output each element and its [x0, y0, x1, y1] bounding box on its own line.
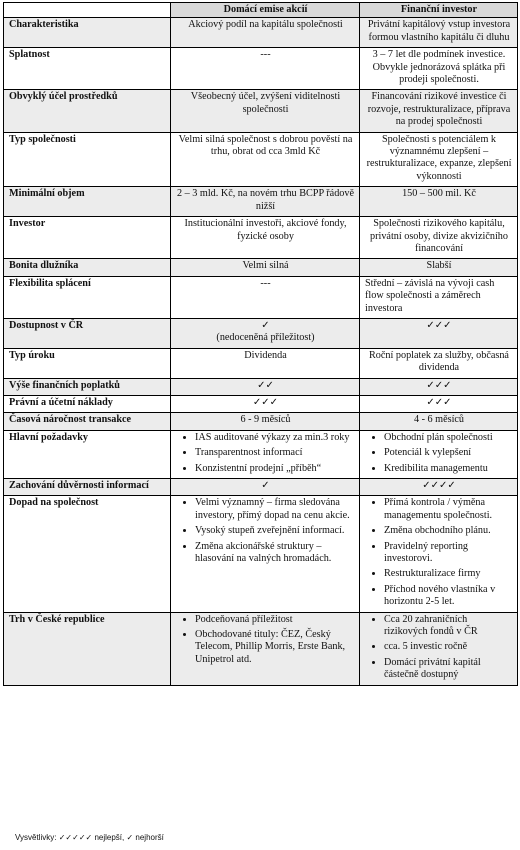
table-row — [4, 378, 518, 395]
comparison-table — [3, 2, 518, 686]
row-label: Charakteristika — [4, 18, 171, 48]
cell-financial-investor: 3 – 7 let dle podmínek investice. Obvykle jednorázová splátka při prodeji společnosti. — [360, 48, 518, 90]
list-item: • cca. 5 investic ročně — [384, 641, 513, 653]
cell-domestic-share-issue: Velmi silná — [171, 259, 360, 276]
list-item: • Vysoký stupeň zveřejnění informací. — [195, 525, 355, 537]
list-item: • Velmi významný – firma sledována investory, přímý dopad na cenu akcie. — [195, 497, 355, 522]
cell-financial-investor: Slabší — [360, 259, 518, 276]
cell-financial-investor: 150 – 500 mil. Kč — [360, 187, 518, 217]
cell-domestic-share-issue: ✓✓✓ — [171, 395, 360, 412]
row-label: Trh v České republice — [4, 612, 171, 685]
cell-domestic-share-issue — [171, 430, 360, 478]
table-row — [4, 612, 518, 685]
cell-financial-investor: ✓✓✓ — [360, 318, 518, 348]
row-label: Obvyklý účel prostředků — [4, 90, 171, 132]
table-row — [4, 413, 518, 430]
list-item: • Domácí privátní kapitál částečně dostupný — [384, 657, 513, 682]
list-item: • Potenciál k vylepšení — [384, 447, 513, 459]
cell-domestic-share-issue: Dividenda — [171, 348, 360, 378]
cell-domestic-share-issue — [171, 496, 360, 612]
cell-financial-investor: ✓✓✓✓ — [360, 479, 518, 496]
cell-financial-investor: ✓✓✓ — [360, 395, 518, 412]
row-label: Právní a účetní náklady — [4, 395, 171, 412]
row-label: Dopad na společnost — [4, 496, 171, 612]
row-label: Časová náročnost transakce — [4, 413, 171, 430]
cell-financial-investor: Společnosti rizikového kapitálu, privátní osoby, divize akvizičního financování — [360, 217, 518, 259]
list-item: • Obchodní plán společnosti — [384, 432, 513, 444]
table-row — [4, 187, 518, 217]
row-label: Typ společnosti — [4, 132, 171, 187]
cell-financial-investor: Roční poplatek za služby, občasná dividenda — [360, 348, 518, 378]
row-label: Dostupnost v ČR — [4, 318, 171, 348]
list-item: • Restrukturalizace firmy — [384, 568, 513, 580]
table-row — [4, 479, 518, 496]
cell-domestic-share-issue — [171, 612, 360, 685]
row-label: Zachování důvěrnosti informací — [4, 479, 171, 496]
cell-domestic-share-issue — [171, 318, 360, 348]
row-label: Hlavní požadavky — [4, 430, 171, 478]
cell-domestic-share-issue: Akciový podíl na kapitálu společnosti — [171, 18, 360, 48]
cell-financial-investor — [360, 496, 518, 612]
header-financial-investor: Finanční investor — [360, 3, 518, 18]
row-label: Investor — [4, 217, 171, 259]
row-label: Výše finančních poplatků — [4, 378, 171, 395]
cell-domestic-share-issue: --- — [171, 48, 360, 90]
list-item: • Přímá kontrola / výměna managementu společnosti. — [384, 497, 513, 522]
list-item: • Podceňovaná příležitost — [195, 614, 355, 626]
cell-domestic-share-issue: 6 - 9 měsíců — [171, 413, 360, 430]
table-row — [4, 132, 518, 187]
cell-financial-investor — [360, 612, 518, 685]
row-label: Typ úroku — [4, 348, 171, 378]
table-row — [4, 18, 518, 48]
cell-domestic-share-issue: ✓✓ — [171, 378, 360, 395]
bullet-list — [173, 497, 355, 565]
cell-financial-investor: ✓✓✓ — [360, 378, 518, 395]
cell-financial-investor: Financování rizikové investice či rozvoje, restrukturalizace, příprava na prodej společnosti — [360, 90, 518, 132]
cell-domestic-share-issue: Všeobecný účel, zvýšení viditelnosti společnosti — [171, 90, 360, 132]
bullet-list — [362, 614, 513, 682]
header-corner — [4, 3, 171, 18]
bullet-list — [362, 432, 513, 475]
header-domestic-share-issue: Domácí emise akcií — [171, 3, 360, 18]
cell-domestic-share-issue: Velmi silná společnost s dobrou pověstí na trhu, obrat od cca 3mld Kč — [171, 132, 360, 187]
cell-domestic-share-issue: 2 – 3 mld. Kč, na novém trhu BCPP řádově nižší — [171, 187, 360, 217]
cell-domestic-share-issue: ✓ — [171, 479, 360, 496]
list-item: • Pravidelný reporting investorovi. — [384, 541, 513, 566]
cell-line: ✓ — [261, 319, 270, 331]
bullet-list — [362, 497, 513, 608]
cell-domestic-share-issue: --- — [171, 276, 360, 318]
cell-financial-investor: 4 - 6 měsíců — [360, 413, 518, 430]
list-item: • Změna obchodního plánu. — [384, 525, 513, 537]
list-item: • Cca 20 zahraničních rizikových fondů v ČR — [384, 614, 513, 639]
table-row — [4, 90, 518, 132]
row-label: Bonita dlužníka — [4, 259, 171, 276]
cell-domestic-share-issue: Institucionální investoři, akciové fondy, fyzické osoby — [171, 217, 360, 259]
table-row — [4, 496, 518, 612]
row-label: Splatnost — [4, 48, 171, 90]
bullet-list — [173, 614, 355, 667]
list-item: • Příchod nového vlastníka v horizontu 2-5 let. — [384, 584, 513, 609]
table-body — [4, 18, 518, 685]
row-label: Minimální objem — [4, 187, 171, 217]
cell-financial-investor: Privátní kapitálový vstup investora formou vlastního kapitálu či dluhu — [360, 18, 518, 48]
table-row — [4, 318, 518, 348]
list-item: • Kredibilita managementu — [384, 463, 513, 475]
list-item: • IAS auditované výkazy za min.3 roky — [195, 432, 355, 444]
table-row — [4, 48, 518, 90]
table-row — [4, 395, 518, 412]
header-row — [4, 3, 518, 18]
bullet-list — [173, 432, 355, 475]
comparison-document — [3, 2, 518, 842]
table-row — [4, 259, 518, 276]
cell-financial-investor: Společnosti s potenciálem k významnému zlepšení – restrukturalizace, expanze, zlepšení výkonnosti — [360, 132, 518, 187]
cell-financial-investor — [360, 430, 518, 478]
list-item: • Změna akcionářské struktury – hlasování na valných hromadách. — [195, 541, 355, 566]
legend-note: Vysvětlivky: ✓✓✓✓✓ nejlepší, ✓ nejhorší — [15, 833, 164, 842]
table-row — [4, 348, 518, 378]
list-item: • Obchodované tituly: ČEZ, Český Telecom, Phillip Morris, Erste Bank, Unipetrol atd. — [195, 629, 355, 666]
list-item: • Transparentnost informací — [195, 447, 355, 459]
row-label: Flexibilita splácení — [4, 276, 171, 318]
table-row — [4, 276, 518, 318]
cell-line: (nedoceněná příležitost) — [216, 332, 315, 344]
table-row — [4, 217, 518, 259]
cell-financial-investor: Střední – závislá na vývoji cash flow společnosti a záměrech investora — [360, 276, 518, 318]
table-row — [4, 430, 518, 478]
list-item: • Konzistentní prodejní „příběh“ — [195, 463, 355, 475]
